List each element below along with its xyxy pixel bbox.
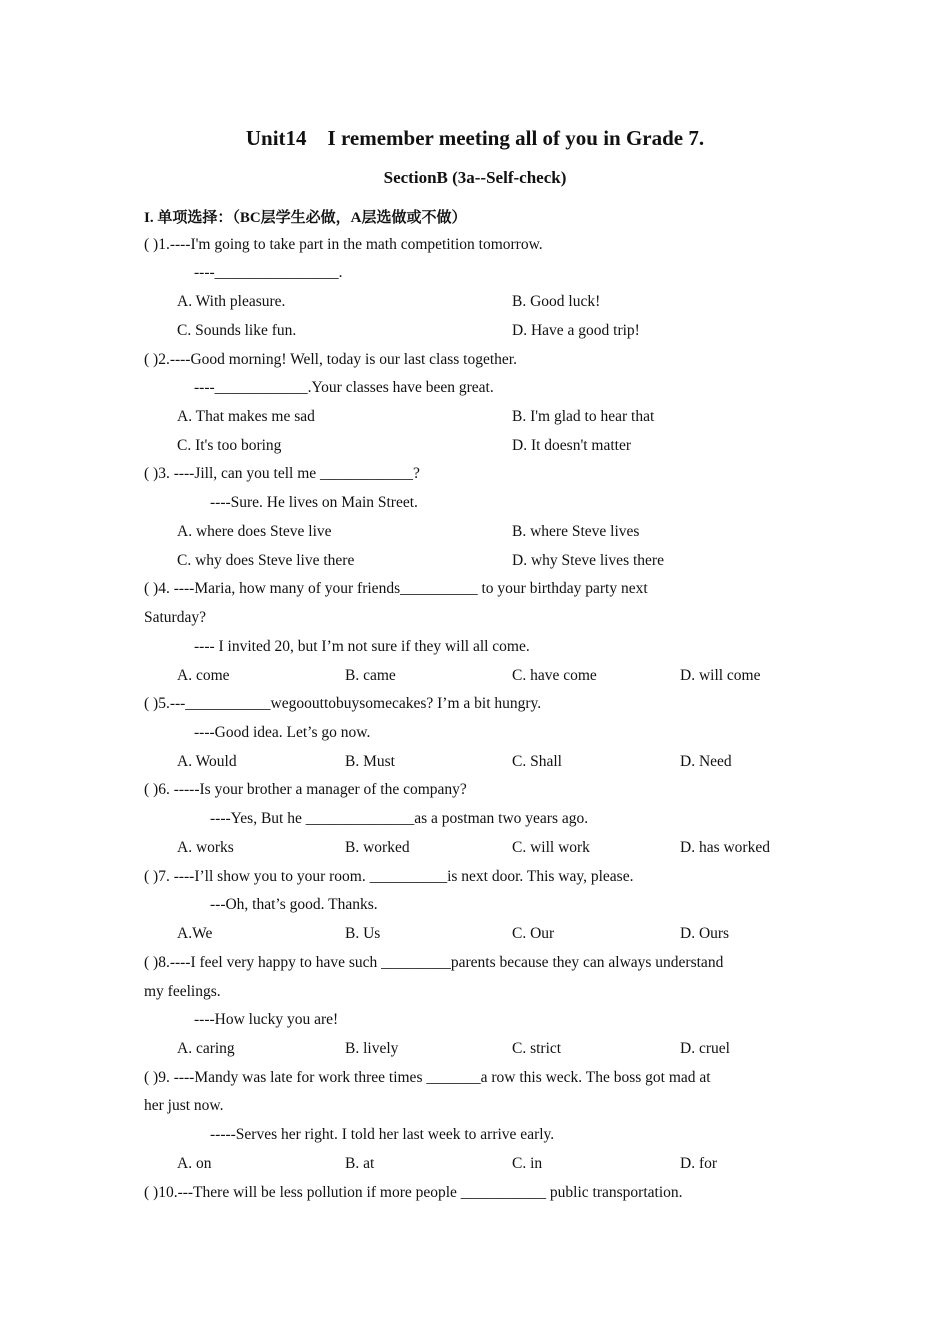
question-2-option-d: D. It doesn't matter [512, 437, 632, 454]
question-5-option-b: B. Must [345, 753, 395, 770]
question-7-line-2: ---Oh, that’s good. Thanks. [210, 896, 378, 913]
question-10-line-1: ( )10.---There will be less pollution if more people ___________ public transportation. [144, 1184, 683, 1201]
question-3-option-b: B. where Steve lives [512, 523, 640, 540]
section-heading: I. 单项选择：（BC层学生必做，A层选做或不做） [144, 210, 467, 226]
question-2-option-a: A. That makes me sad [177, 408, 315, 425]
question-8-line-1: ( )8.----I feel very happy to have such _________parents because they can always understand [144, 954, 724, 971]
question-4-line-1: ( )4. ----Maria, how many of your friends__________ to your birthday party next [144, 580, 648, 597]
page-subtitle: SectionB (3a--Self-check) [383, 168, 567, 187]
question-4-line-3: ---- I invited 20, but I’m not sure if they will all come. [194, 638, 530, 655]
question-8-line-3: ----How lucky you are! [194, 1011, 339, 1028]
question-5-option-d: D. Need [680, 753, 732, 770]
question-4-option-d: D. will come [680, 667, 761, 684]
question-5-option-c: C. Shall [512, 753, 562, 770]
question-8-option-a: A. caring [177, 1040, 235, 1057]
question-7-option-c: C. Our [512, 925, 555, 942]
question-7-line-1: ( )7. ----I’ll show you to your room. __________is next door. This way, please. [144, 868, 634, 885]
question-7-option-d: D. Ours [680, 925, 730, 942]
question-6-option-b: B. worked [345, 839, 410, 856]
question-3-line-2: ----Sure. He lives on Main Street. [210, 494, 418, 511]
question-5-line-1: ( )5.---___________wegoouttobuysomecakes? I’m a bit hungry. [144, 695, 542, 712]
question-8-line-2: my feelings. [144, 983, 221, 1000]
question-7-option-a: A.We [177, 925, 213, 942]
question-6-option-a: A. works [177, 839, 234, 856]
question-4-line-2: Saturday? [144, 609, 206, 626]
question-9-option-d: D. for [680, 1155, 718, 1172]
question-8-option-d: D. cruel [680, 1040, 730, 1057]
question-2-option-c: C. It's too boring [177, 437, 282, 454]
question-3-line-1: ( )3. ----Jill, can you tell me ____________? [144, 465, 420, 482]
question-9-line-2: her just now. [144, 1097, 224, 1114]
question-1-line-1: ( )1.----I'm going to take part in the math competition tomorrow. [144, 236, 543, 253]
question-5-option-a: A. Would [177, 753, 237, 770]
question-6-line-2: ----Yes, But he ______________as a postman two years ago. [210, 810, 589, 827]
question-1-option-a: A. With pleasure. [177, 293, 286, 310]
question-3-option-d: D. why Steve lives there [512, 552, 664, 569]
question-1-option-b: B. Good luck! [512, 293, 601, 310]
question-4-option-a: A. come [177, 667, 230, 684]
page-title: Unit14 I remember meeting all of you in Grade 7. [245, 126, 705, 150]
question-9-option-a: A. on [177, 1155, 212, 1172]
question-9-line-1: ( )9. ----Mandy was late for work three times _______a row this weck. The boss got mad at [144, 1069, 711, 1086]
question-1-option-c: C. Sounds like fun. [177, 322, 297, 339]
question-5-line-2: ----Good idea. Let’s go now. [194, 724, 371, 741]
question-9-option-b: B. at [345, 1155, 375, 1172]
question-7-option-b: B. Us [345, 925, 381, 942]
question-6-line-1: ( )6. -----Is your brother a manager of the company? [144, 781, 467, 798]
question-3-option-c: C. why does Steve live there [177, 552, 355, 569]
question-8-option-c: C. strict [512, 1040, 562, 1057]
question-1-line-2: ----________________. [194, 264, 343, 281]
question-4-option-c: C. have come [512, 667, 597, 684]
question-6-option-d: D. has worked [680, 839, 770, 856]
question-2-line-1: ( )2.----Good morning! Well, today is our last class together. [144, 351, 517, 368]
question-4-option-b: B. came [345, 667, 396, 684]
question-2-line-2: ----____________.Your classes have been great. [194, 379, 494, 396]
question-1-option-d: D. Have a good trip! [512, 322, 640, 339]
question-9-line-3: -----Serves her right. I told her last week to arrive early. [210, 1126, 555, 1143]
question-3-option-a: A. where does Steve live [177, 523, 332, 540]
question-8-option-b: B. lively [345, 1040, 399, 1057]
question-9-option-c: C. in [512, 1155, 543, 1172]
question-2-option-b: B. I'm glad to hear that [512, 408, 655, 425]
question-6-option-c: C. will work [512, 839, 590, 856]
